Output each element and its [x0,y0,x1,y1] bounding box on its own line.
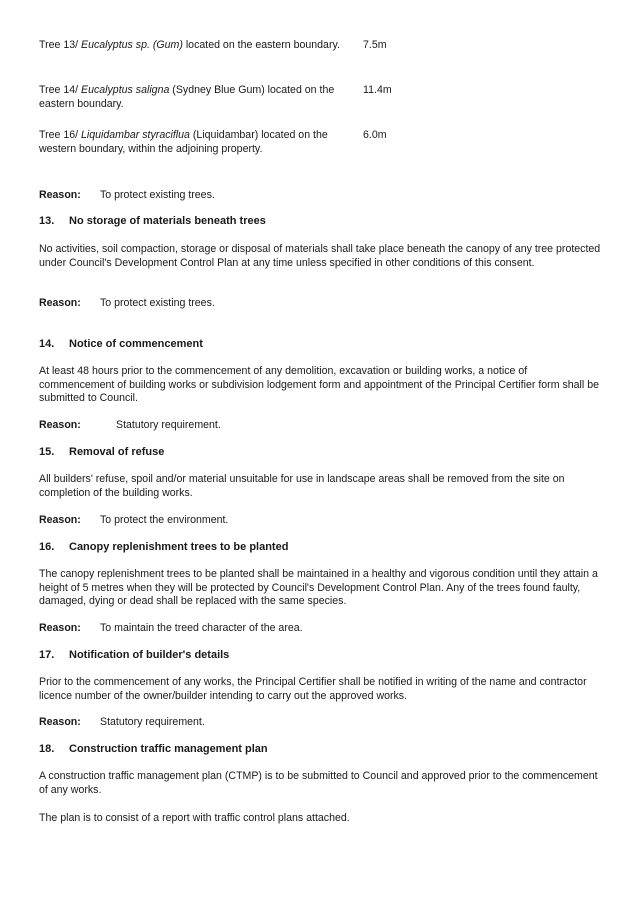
tree-16-description: Tree 16/ Liquidambar styraciflua (Liquidambar) located on the western boundary, within the adjoining property. [39,129,328,155]
condition-14-text: At least 48 hours prior to the commencement of any demolition, excavation or building works, a notice of commencement of building works or subdivision lodgement form and appointment of the Principal Certifier form shall be submitted to Council. [39,365,599,405]
condition-15-text: All builders' refuse, spoil and/or material unsuitable for use in landscape areas shall be removed from the site on completion of the building works. [39,473,565,499]
condition-15-heading: 15. Removal of refuse [39,446,165,458]
tree-16-height: 6.0m [363,129,387,141]
condition-17-heading: 17. Notification of builder's details [39,649,230,661]
reason-trees: Reason: To protect existing trees. [39,189,215,201]
condition-17-reason: Reason: Statutory requirement. [39,716,205,728]
tree-14-description: Tree 14/ Eucalyptus saligna (Sydney Blue Gum) located on the eastern boundary. [39,84,335,110]
tree-14-height: 11.4m [363,84,392,96]
condition-17-text: Prior to the commencement of any works, the Principal Certifier shall be notified in writing of the name and contractor licence number of the owner/builder intending to carry out the approved works. [39,676,587,702]
condition-16-reason: Reason: To maintain the treed character of the area. [39,622,303,634]
condition-15-reason: Reason: To protect the environment. [39,514,229,526]
condition-13-text: No activities, soil compaction, storage or disposal of materials shall take place beneath the canopy of any tree protected under Council's Development Control Plan at any time unless specified in other conditions of this consent. [39,243,601,269]
condition-13-reason: Reason: To protect existing trees. [39,297,215,309]
tree-13-height: 7.5m [363,39,387,51]
condition-13-heading: 13. No storage of materials beneath trees [39,215,266,227]
tree-13-description: Tree 13/ Eucalyptus sp. (Gum) located on the eastern boundary. [39,39,340,51]
condition-16-heading: 16. Canopy replenishment trees to be planted [39,541,289,553]
condition-14-heading: 14. Notice of commencement [39,338,203,350]
condition-14-reason: Reason: Statutory requirement. [39,419,221,431]
condition-16-text: The canopy replenishment trees to be planted shall be maintained in a healthy and vigorous condition until they attain a height of 5 metres when they will be protected by Council's Development Control Plan. Any of the trees found faulty, damaged, dying or dead shall be replaced with the same species. [39,568,598,608]
condition-18-text: A construction traffic management plan (CTMP) is to be submitted to Council and approved prior to the commencement of any works. [39,770,598,796]
condition-18-text-2: The plan is to consist of a report with traffic control plans attached. [39,812,350,824]
condition-18-heading: 18. Construction traffic management plan [39,743,268,755]
